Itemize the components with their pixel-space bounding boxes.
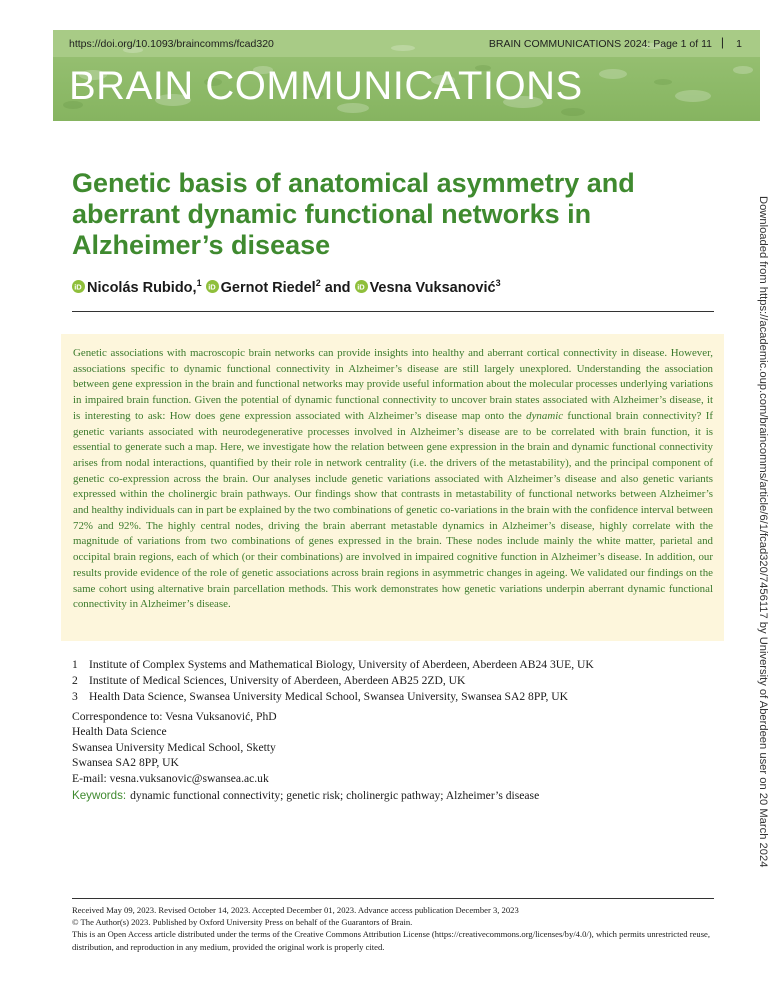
affiliation-number: 1 <box>72 658 78 671</box>
license-notice: This is an Open Access article distributed under the terms of the Creative Commons Attribution License (https://creativecommons.org/licenses/by/4.0/), which permits unrestricted reuse, distribution, and reproduction in any medium, provided the original work is properly cited. <box>72 929 711 952</box>
correspondence-line: Swansea University Medical School, Sketty <box>72 740 276 754</box>
abstract-text <box>73 346 713 613</box>
orcid-icon[interactable] <box>72 280 85 293</box>
affiliation-text: Health Data Science, Swansea University Medical School, Swansea University, Swansea SA2 8PP, UK <box>89 690 569 703</box>
svg-text:iD: iD <box>356 282 365 292</box>
abstract-box <box>61 334 724 641</box>
author-conjunction: and <box>324 279 351 296</box>
correspondence-email[interactable]: E-mail: vesna.vuksanovic@swansea.ac.uk <box>72 771 269 785</box>
header-separator: | <box>720 35 724 49</box>
author-affiliation-mark: 3 <box>495 278 501 288</box>
article-footer <box>72 904 722 953</box>
journal-name: BRAIN COMMUNICATIONS <box>69 64 583 108</box>
svg-text:iD: iD <box>74 282 82 292</box>
affiliation-text: Institute of Complex Systems and Mathematical Biology, University of Aberdeen, Aberdeen AB24 3UE, UK <box>89 658 594 671</box>
journal-banner <box>53 30 760 121</box>
author-name[interactable]: Gernot Riedel <box>220 279 316 296</box>
author-affiliation-mark: 1 <box>196 278 202 288</box>
orcid-icon[interactable] <box>206 280 219 293</box>
download-note: Downloaded from https://academic.oup.com/braincomms/article/6/1/fcad320/7456117 by University of Aberdeen user on 20 March 2024 <box>757 196 769 868</box>
correspondence-line: Health Data Science <box>72 725 167 739</box>
keywords-label: Keywords: <box>72 789 127 802</box>
author-affiliation-mark: 2 <box>315 278 321 288</box>
header-divider <box>72 311 714 312</box>
author-name[interactable]: Nicolás Rubido, <box>87 279 197 296</box>
keywords <box>72 789 539 802</box>
svg-text:iD: iD <box>207 282 216 292</box>
affiliation-row <box>72 657 594 673</box>
doi-link[interactable]: https://doi.org/10.1093/braincomms/fcad320 <box>69 38 274 50</box>
affiliation-row <box>72 673 594 689</box>
page-number: 1 <box>736 38 742 50</box>
correspondence-block <box>72 709 277 786</box>
abstract-part: Genetic associations with macroscopic brain networks can provide insights into healthy and aberrant cortical connectivity in disease. However, associations specific to dynamic functional connectivity in Alzheimer’s disease are still largely unexplored. Understanding the association between gene expression in the brain and functional networks may provide useful information about the molecular processes underlying variations in impaired brain function. Given the potential of dynamic functional connectivity to uncover brain states associated with Alzheimer’s disease, it is interesting to ask: How does gene expression associated with Alzheimer’s disease map onto the <box>73 347 713 422</box>
abstract-part: functional brain connectivity? If genetic variants associated with neurodegenerative processes involved in Alzheimer’s disease are to be correlated with brain function, it is essential to generate such a map. Here, we investigate how the relation between gene expression in the brain and dynamic functional connectivity arises from nodal interactions, quantified by their role in network centrality (i.e. the drivers of the metastability), and the principal component of genetic co-expression across the brain. Our analyses include genetic variations associated with Alzheimer’s disease and also genetic variants expressed within the cholinergic brain pathways. Our findings show that contrasts in metastability of functional networks between Alzheimer’s and healthy individuals can in part be explained by the two combinations of genetic co-variations in the brain with the confidence interval between 72% and 92%. The highly central nodes, driving the brain aberrant metastable dynamics in Alzheimer’s disease, highly correlate with the magnitude of variations from two combinations of genes expressed in the brain. These nodes include mainly the white matter, parietal and occipital brain regions, each of which (or their combinations) are involved in impaired cognitive function in Alzheimer’s disease. In addition, our results provide evidence of the role of genetic associations across brain regions in asymmetric changes in ageing. We validated our findings on the same cohort using alternative brain parcellation methods. This work demonstrates how genetic variations underpin aberrant dynamic functional connectivity in Alzheimer’s disease. <box>73 409 714 611</box>
abstract-emphasis: dynamic <box>526 409 564 422</box>
article-title: Genetic basis of anatomical asymmetry and aberrant dynamic functional networks in Alzheimer’s disease <box>72 168 635 260</box>
correspondence-line: Swansea SA2 8PP, UK <box>72 756 179 770</box>
affiliation-text: Institute of Medical Sciences, University of Aberdeen, Aberdeen AB25 2ZD, UK <box>89 674 466 687</box>
journal-page-info: BRAIN COMMUNICATIONS 2024: Page 1 of 11 <box>488 38 712 50</box>
keywords-list: dynamic functional connectivity; genetic risk; cholinergic pathway; Alzheimer’s disease <box>130 789 540 802</box>
orcid-icon[interactable] <box>355 280 368 293</box>
affiliation-number: 2 <box>72 674 78 687</box>
copyright-notice: © The Author(s) 2023. Published by Oxford University Press on behalf of the Guarantors of Brain. <box>72 917 413 928</box>
affiliation-number: 3 <box>72 690 78 703</box>
correspondence-line: Correspondence to: Vesna Vuksanović, PhD <box>72 710 277 723</box>
affiliation-row <box>72 689 594 705</box>
footer-divider <box>72 898 714 899</box>
affiliations <box>72 657 594 705</box>
author-name[interactable]: Vesna Vuksanović <box>369 279 496 296</box>
author-list <box>72 278 501 296</box>
download-sidebar <box>752 196 772 868</box>
article-dates: Received May 09, 2023. Revised October 14, 2023. Accepted December 01, 2023. Advance access publication December 3, 2023 <box>72 905 519 915</box>
